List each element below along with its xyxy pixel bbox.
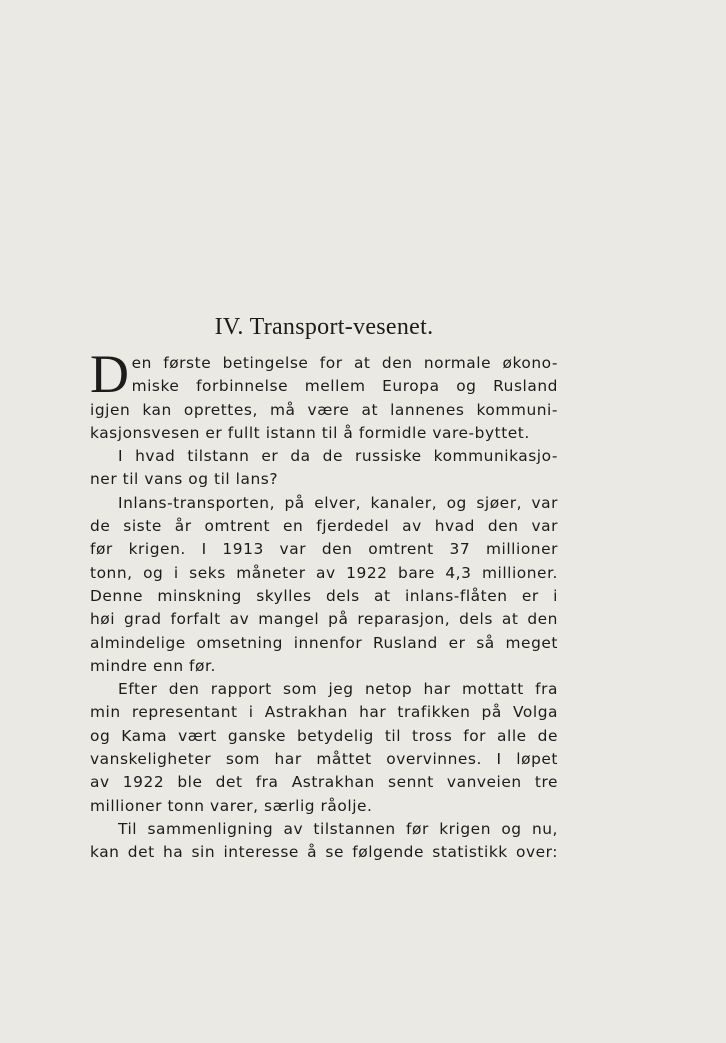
- text-line: Denne minskning skylles dels at inlans-flåten er i: [90, 586, 558, 605]
- text-line: tonn, og i seks måneter av 1922 bare 4,3 millioner.: [90, 563, 558, 582]
- text-line: Efter den rapport som jeg netop har mottatt fra: [118, 680, 558, 699]
- text-line: kan det ha sin interesse å se følgende statistikk over:: [90, 843, 558, 862]
- text-line: og Kama vært ganske betydelig til tross for alle de: [90, 726, 558, 745]
- paragraph-2: [90, 445, 558, 492]
- text-line: av 1922 ble det fra Astrakhan sennt vanveien tre: [90, 773, 558, 792]
- chapter-body: [90, 344, 558, 865]
- paragraph-1: [90, 344, 558, 445]
- text-line: mindre enn før.: [90, 656, 216, 675]
- text-line: kasjonsvesen er fullt istann til å formidle vare-byttet.: [90, 423, 530, 442]
- text-line: høi grad forfalt av mangel på reparasjon, dels at den: [90, 610, 558, 629]
- text-line: I hvad tilstann er da de russiske kommunikasjo-: [118, 447, 558, 466]
- text-line: en første betingelse for at den normale økono-: [131, 354, 558, 372]
- paragraph-4: [90, 678, 558, 818]
- text-line: min representant i Astrakhan har trafikken på Volga: [90, 703, 558, 722]
- text-line: vanskeligheter som har måttet overvinnes. I løpet: [90, 750, 558, 769]
- text-line: almindelige omsetning innenfor Rusland er så meget: [90, 633, 558, 652]
- drop-cap: D: [90, 344, 130, 404]
- text-line: millioner tonn varer, særlig råolje.: [90, 796, 373, 815]
- text-line: ner til vans og til lans?: [90, 470, 279, 489]
- paragraph-3: [90, 492, 558, 678]
- text-line: Til sammenligning av tilstannen før krigen og nu,: [118, 819, 558, 838]
- text-line: før krigen. I 1913 var den omtrent 37 millioner: [90, 540, 558, 559]
- text-line: de siste år omtrent en fjerdedel av hvad den var: [90, 517, 558, 536]
- text-line: Inlans-transporten, på elver, kanaler, og sjøer, var: [118, 493, 558, 512]
- chapter-title: IV. Transport-vesenet.: [214, 314, 434, 340]
- text-line: igjen kan oprettes, må være at lannenes kommuni-: [90, 400, 558, 419]
- paragraph-5: [90, 818, 558, 865]
- text-line: miske forbinnelse mellem Europa og Rusland: [131, 377, 558, 396]
